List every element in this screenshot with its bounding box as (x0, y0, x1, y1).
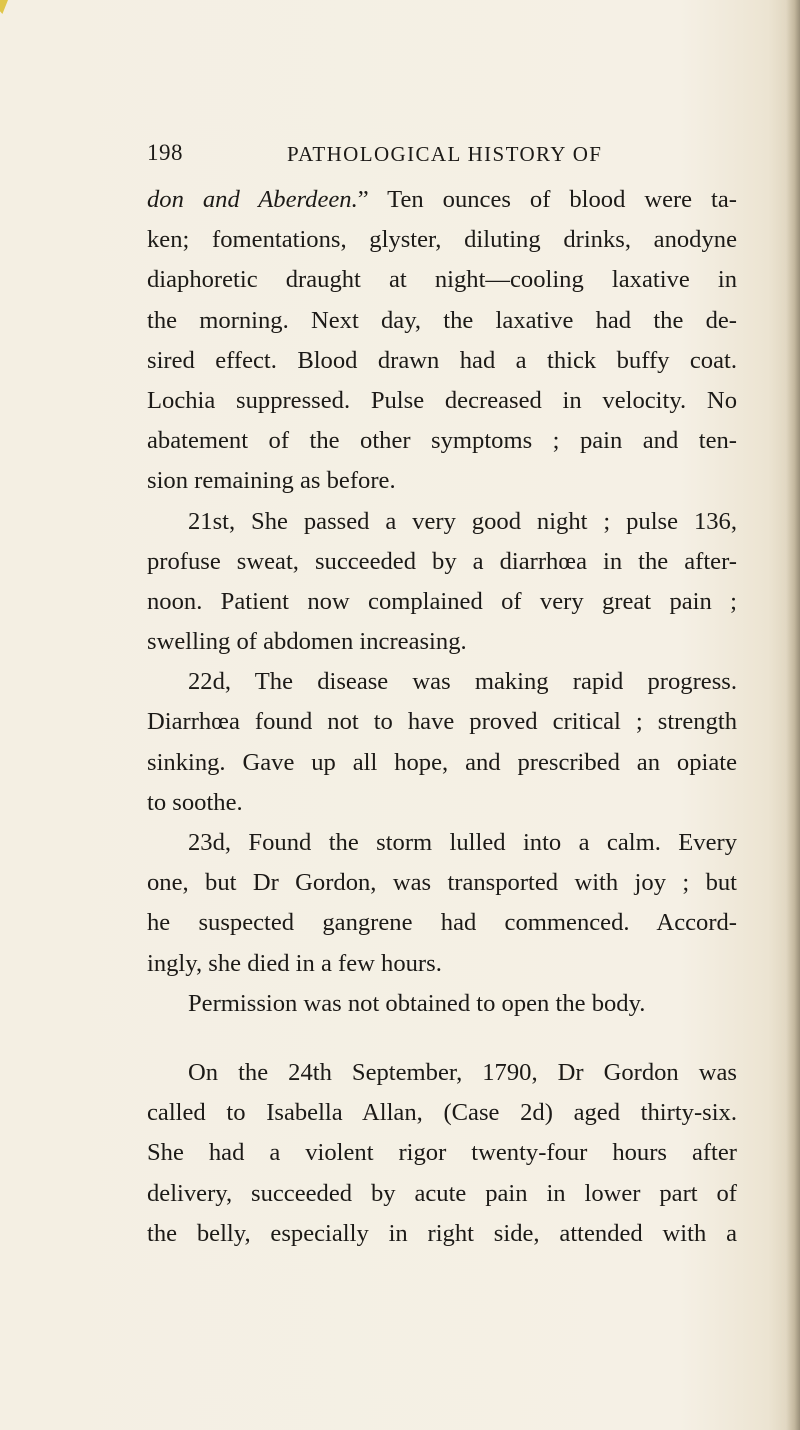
text-line-rest: ” Ten ounces of blood were ta- (357, 186, 737, 213)
body-text (147, 180, 737, 1254)
text-line: sired effect. Blood drawn had a thick buffy coat. (147, 346, 737, 374)
text-line: the morning. Next day, the laxative had the de- (147, 306, 737, 334)
running-head-title: PATHOLOGICAL HISTORY OF (287, 142, 603, 166)
corner-tab-mark (0, 0, 8, 14)
text-line: to soothe. (147, 788, 243, 816)
text-line: 23d, Found the storm lulled into a calm. Every (188, 829, 737, 856)
text-line: On the 24th September, 1790, Dr Gordon was (188, 1058, 737, 1086)
text-line: profuse sweat, succeeded by a diarrhœa in the after- (147, 547, 737, 575)
text-line: one, but Dr Gordon, was transported with joy ; but (147, 869, 737, 897)
italic-place-name: don and Aberdeen. (147, 186, 358, 213)
text-line: abatement of the other symptoms ; pain and ten- (147, 427, 737, 455)
text-line: sion remaining as before. (147, 467, 396, 495)
text-line: sinking. Gave up all hope, and prescribed an opiate (147, 748, 737, 776)
text-line: Permission was not obtained to open the body. (188, 989, 646, 1017)
text-line: called to Isabella Allan, (Case 2d) aged thirty-six. (147, 1099, 737, 1127)
page-binding-edge (786, 0, 800, 1430)
text-line: Lochia suppressed. Pulse decreased in velocity. No (147, 386, 737, 414)
text-line: Diarrhœa found not to have proved critical ; strength (147, 708, 737, 736)
text-line: ingly, she died in a few hours. (147, 949, 442, 977)
page-number: 198 (147, 140, 183, 165)
text-line: 21st, She passed a very good night ; pulse 136, (188, 507, 737, 535)
running-head (147, 140, 667, 176)
text-line: diaphoretic draught at night—cooling laxative in (147, 266, 737, 294)
text-line: the belly, especially in right side, attended with a (147, 1219, 737, 1247)
text-line: swelling of abdomen increasing. (147, 628, 467, 656)
text-line: She had a violent rigor twenty-four hours after (147, 1139, 737, 1167)
text-line: 22d, The disease was making rapid progress. (188, 668, 737, 696)
text-line (147, 180, 737, 220)
text-line: he suspected gangrene had commenced. Accord- (147, 909, 737, 937)
paragraph-gap (147, 1024, 737, 1053)
text-line: noon. Patient now complained of very great pain ; (147, 587, 737, 615)
text-line: ken; fomentations, glyster, diluting drinks, anodyne (147, 226, 737, 254)
text-line: delivery, succeeded by acute pain in lower part of (147, 1179, 737, 1207)
